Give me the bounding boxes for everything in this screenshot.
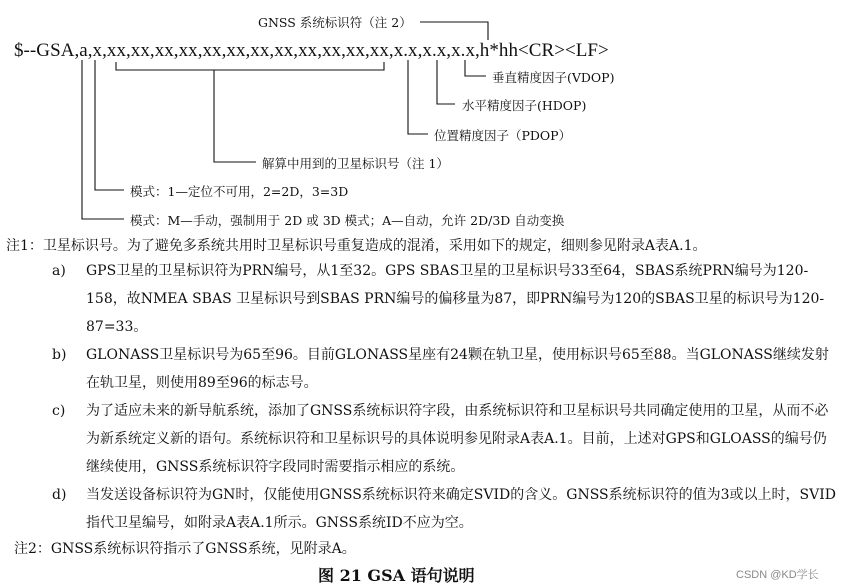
sentence-structure-diagram xyxy=(0,0,847,230)
note-2: 注2：GNSS系统标识符指示了GNSS系统，见附录A。 xyxy=(14,541,356,557)
item-text: 当发送设备标识符为GN时，仅能使用GNSS系统标识符来确定SVID的含义。GNSS系统标识符的值为3或以上时，SVID指代卫星编号，如附录A表A.1所示。GNSS系统ID不应为空。 xyxy=(86,487,836,531)
note-item-c xyxy=(52,397,836,481)
figure-caption: 图 21 GSA 语句说明 xyxy=(318,566,475,585)
label-mode-fix-type: 模式：1—定位不可用，2=2D，3=3D xyxy=(130,184,349,199)
label-mode-selection: 模式：M—手动，强制用于 2D 或 3D 模式；A—自动，允许 2D/3D 自动变换 xyxy=(130,213,565,228)
item-text: 为了适应未来的新导航系统，添加了GNSS系统标识符字段，由系统标识符和卫星标识号共同确定使用的卫星，从而不必为新系统定义新的语句。系统标识符和卫星标识号的具体说明参见附录A表A.1。目前，上述对GPS和GLOASS的编号仍继续使用，GNSS系统标识符字段同时需要指示相应的系统。 xyxy=(86,403,829,475)
note-item-b xyxy=(52,341,836,397)
item-marker: b) xyxy=(52,347,67,363)
note-item-d xyxy=(52,481,836,537)
note-1: 注1：卫星标识号。为了避免多系统共用时卫星标识号重复造成的混淆，采用如下的规定，细则参见附录A表A.1。 xyxy=(6,238,707,254)
note-item-a xyxy=(52,257,836,341)
label-pdop: 位置精度因子（PDOP） xyxy=(434,128,572,143)
item-marker: d) xyxy=(52,487,67,503)
item-text: GPS卫星的卫星标识符为PRN编号，从1至32。GPS SBAS卫星的卫星标识号33至64，SBAS系统PRN编号为120-158，故NMEA SBAS 卫星标识号到SBAS PRN编号的偏移量为87，即PRN编号为120的SBAS卫星的标识号为120-87=33。 xyxy=(86,263,825,335)
label-satellite-ids: 解算中用到的卫星标识号（注 1） xyxy=(262,156,449,171)
label-vdop: 垂直精度因子(VDOP) xyxy=(492,70,615,85)
item-marker: c) xyxy=(52,403,66,419)
label-gnss-system-id: GNSS 系统标识符（注 2） xyxy=(258,15,412,30)
watermark: CSDN @KD学长 xyxy=(736,569,819,581)
item-marker: a) xyxy=(52,263,66,279)
label-hdop: 水平精度因子(HDOP) xyxy=(462,98,587,113)
gsa-sentence-format: $--GSA,a,x,xx,xx,xx,xx,xx,xx,xx,xx,xx,xx,xx,xx,x.x,x.x,x.x,h*hh<CR><LF> xyxy=(14,40,609,61)
item-text: GLONASS卫星标识号为65至96。目前GLONASS星座有24颗在轨卫星，使用标识号65至88。当GLONASS继续发射在轨卫星，则使用89至96的标志号。 xyxy=(86,347,829,391)
